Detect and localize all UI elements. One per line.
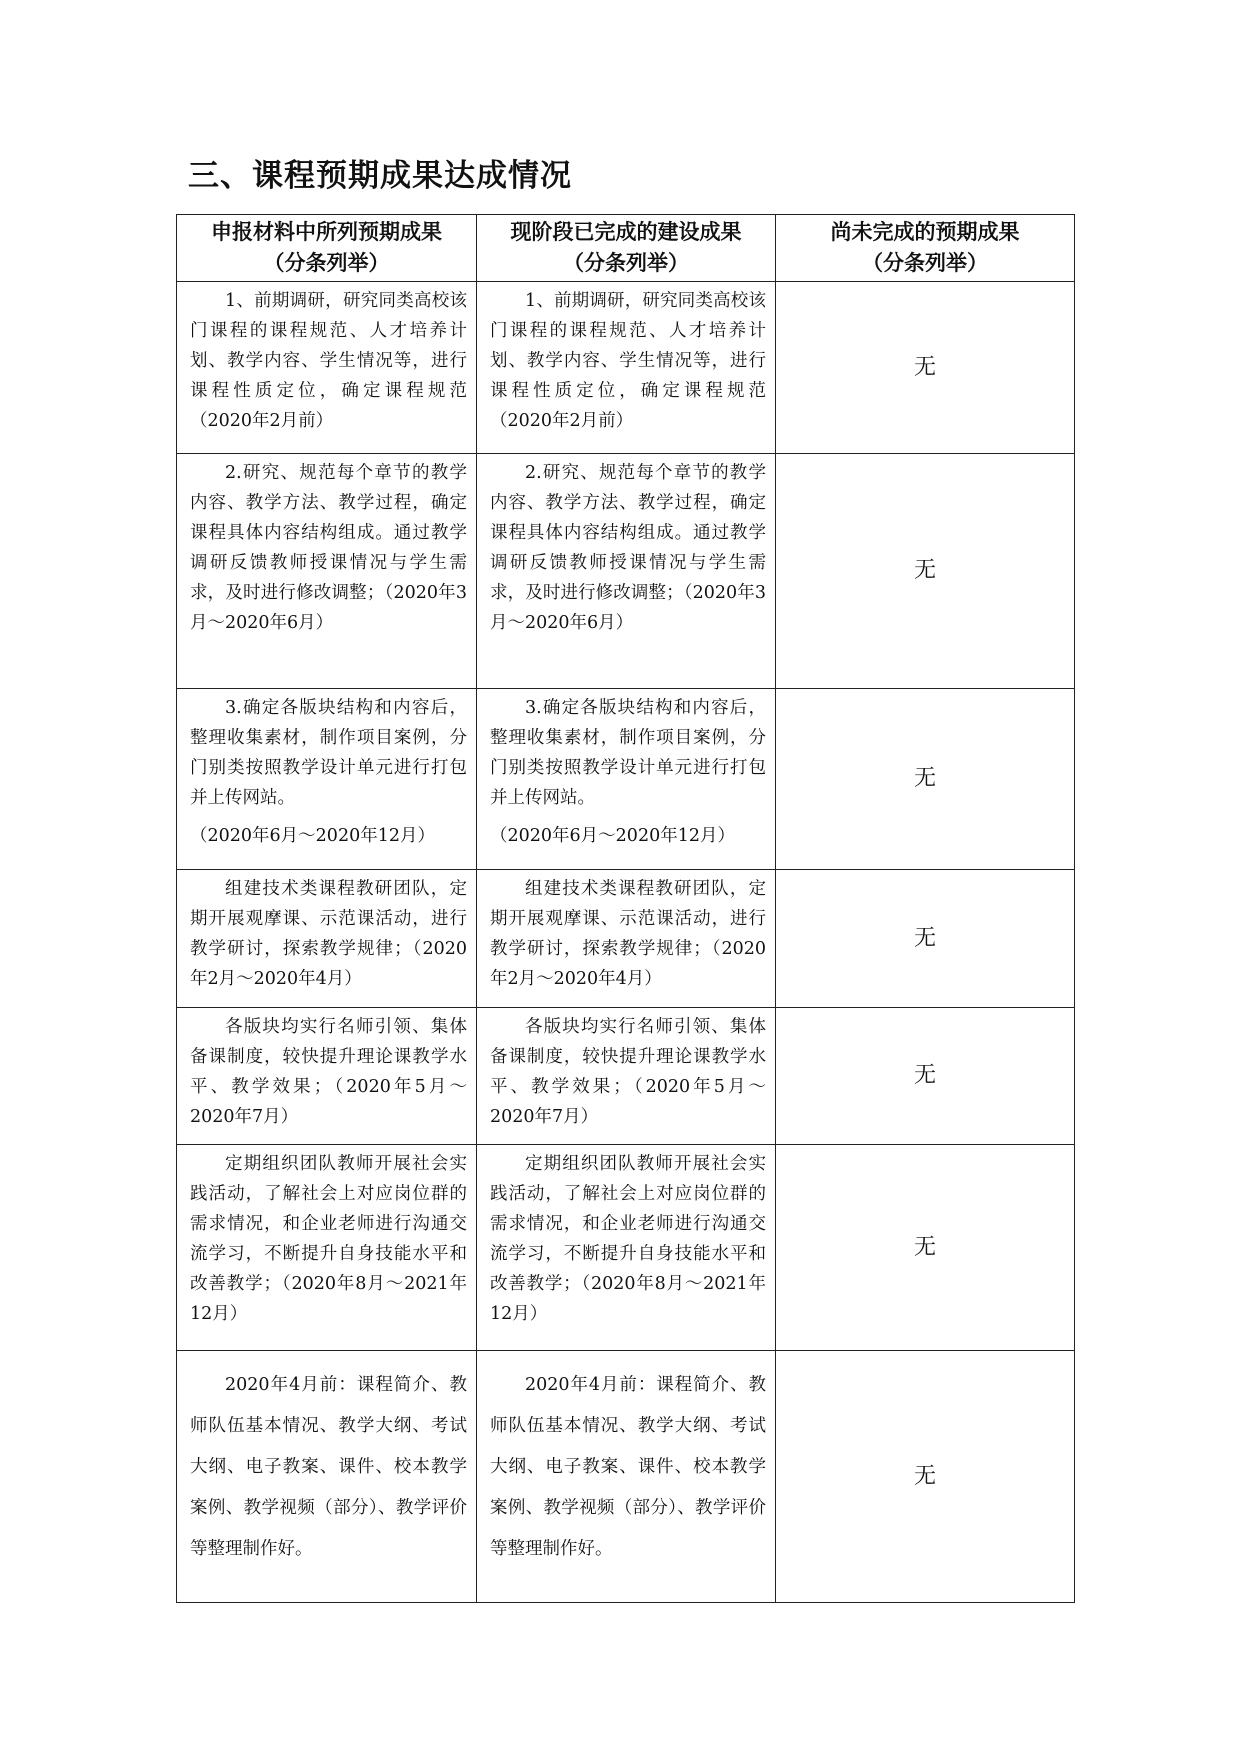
planned-outcome-cell [177,870,477,1008]
section-title: 三、课程预期成果达成情况 [188,158,572,194]
planned-outcome-cell [177,1145,477,1351]
table-row [177,1145,1075,1351]
header-planned-note: （分条列举） [263,251,390,275]
header-completed-title: 现阶段已完成的建设成果 [510,220,742,244]
planned-outcome-text: 定期组织团队教师开展社会实践活动，了解社会上对应岗位群的需求情况，和企业老师进行沟通交流学习，不断提升自身技能水平和改善教学；（2020年8月～2021年12月） [190,1154,467,1324]
planned-outcome-cell [177,1008,477,1145]
completed-outcome-cell [477,1351,776,1603]
table-row [177,1008,1075,1145]
planned-outcome-cell [177,282,477,454]
completed-outcome-text: 1、前期调研，研究同类高校该门课程的课程规范、人才培养计划、教学内容、学生情况等，进行课程性质定位，确定课程规范（2020年2月前） [490,291,766,431]
completed-outcome-cell [477,282,776,454]
pending-outcome-cell: 无 [776,870,1075,1008]
header-planned-title: 申报材料中所列预期成果 [211,220,442,244]
table-row [177,1351,1075,1603]
table-row [177,454,1075,689]
completed-outcome-cell [477,689,776,870]
header-completed-outcomes [477,215,776,282]
course-outcomes-table [176,214,1075,1603]
header-planned-outcomes [177,215,477,282]
completed-outcome-text: 2.研究、规范每个章节的教学内容、教学方法、教学过程，确定课程具体内容结构组成。通过教学调研反馈教师授课情况与学生需求，及时进行修改调整；（2020年3月～2020年6月） [490,463,766,633]
pending-outcome-cell: 无 [776,1145,1075,1351]
header-completed-note: （分条列举） [563,251,689,275]
completed-outcome-cell [477,870,776,1008]
table-row [177,689,1075,870]
completed-outcome-date: （2020年6月～2020年12月） [490,826,735,846]
pending-outcome-cell: 无 [776,282,1075,454]
completed-outcome-text: 组建技术类课程教研团队，定期开展观摩课、示范课活动，进行教学研讨，探索教学规律；（2020年2月～2020年4月） [490,879,766,989]
planned-outcome-text: 各版块均实行名师引领、集体备课制度，较快提升理论课教学水平、教学效果；（2020年5月～2020年7月） [190,1017,467,1127]
pending-outcome-cell: 无 [776,1008,1075,1145]
completed-outcome-text: 2020年4月前：课程简介、教师队伍基本情况、教学大纲、考试大纲、电子教案、课件、校本教学案例、教学视频（部分）、教学评价等整理制作好。 [490,1375,766,1559]
planned-outcome-text: 2020年4月前：课程简介、教师队伍基本情况、教学大纲、考试大纲、电子教案、课件、校本教学案例、教学视频（部分）、教学评价等整理制作好。 [190,1375,467,1559]
table-header-row [177,215,1075,282]
completed-outcome-text: 定期组织团队教师开展社会实践活动，了解社会上对应岗位群的需求情况，和企业老师进行沟通交流学习，不断提升自身技能水平和改善教学；（2020年8月～2021年12月） [490,1154,766,1324]
planned-outcome-date: （2020年6月～2020年12月） [190,826,435,846]
table-row [177,870,1075,1008]
completed-outcome-cell [477,1145,776,1351]
completed-outcome-text: 3.确定各版块结构和内容后，整理收集素材，制作项目案例，分门别类按照教学设计单元进行打包并上传网站。 [490,698,766,808]
completed-outcome-text: 各版块均实行名师引领、集体备课制度，较快提升理论课教学水平、教学效果；（2020年5月～2020年7月） [490,1017,766,1127]
planned-outcome-text: 1、前期调研，研究同类高校该门课程的课程规范、人才培养计划、教学内容、学生情况等，进行课程性质定位，确定课程规范（2020年2月前） [190,291,467,431]
planned-outcome-cell [177,1351,477,1603]
planned-outcome-text: 组建技术类课程教研团队，定期开展观摩课、示范课活动，进行教学研讨，探索教学规律；（2020年2月～2020年4月） [190,879,467,989]
planned-outcome-cell [177,689,477,870]
table-row [177,282,1075,454]
pending-outcome-cell: 无 [776,1351,1075,1603]
planned-outcome-cell [177,454,477,689]
header-pending-outcomes [776,215,1075,282]
completed-outcome-cell [477,454,776,689]
planned-outcome-text: 3.确定各版块结构和内容后，整理收集素材，制作项目案例，分门别类按照教学设计单元进行打包并上传网站。 [190,698,467,808]
pending-outcome-cell: 无 [776,454,1075,689]
header-pending-title: 尚未完成的预期成果 [830,220,1020,244]
planned-outcome-text: 2.研究、规范每个章节的教学内容、教学方法、教学过程，确定课程具体内容结构组成。通过教学调研反馈教师授课情况与学生需求，及时进行修改调整；（2020年3月～2020年6月） [190,463,467,633]
pending-outcome-cell: 无 [776,689,1075,870]
header-pending-note: （分条列举） [862,251,988,275]
completed-outcome-cell [477,1008,776,1145]
